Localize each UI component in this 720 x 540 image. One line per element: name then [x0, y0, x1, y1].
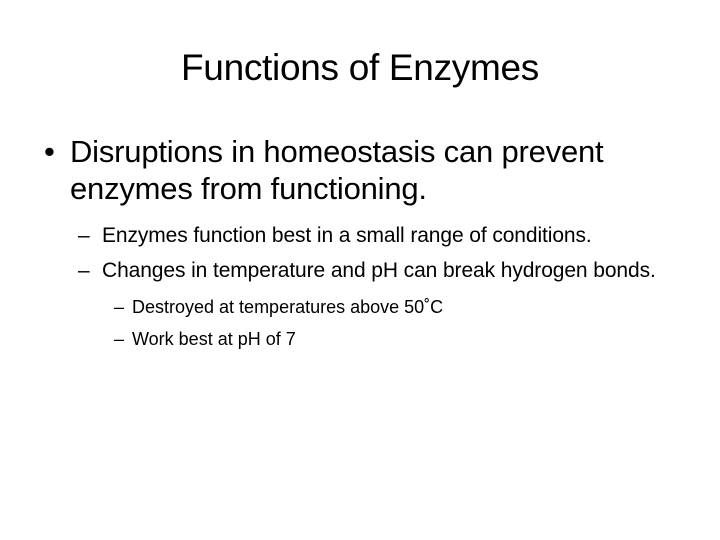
- sub-bullet-list: [36, 221, 686, 285]
- dash-marker: –: [78, 259, 90, 282]
- sub-bullet-item: [36, 256, 686, 285]
- bullet-marker: •: [44, 134, 55, 169]
- slide-title: Functions of Enzymes: [181, 47, 539, 88]
- bullet-item: [36, 133, 686, 207]
- bullet-text: Disruptions in homeostasis can prevent enzymes from functioning.: [70, 134, 604, 206]
- sub-sub-bullet-item: [36, 295, 686, 319]
- dash-marker: –: [78, 224, 90, 247]
- sub-bullet-text: Enzymes function best in a small range of conditions.: [102, 224, 592, 247]
- sub-bullet-text: Changes in temperature and pH can break hydrogen bonds.: [102, 259, 656, 282]
- sub-sub-bullet-text: Work best at pH of 7: [132, 329, 296, 349]
- dash-marker: –: [114, 297, 125, 317]
- dash-marker: –: [114, 329, 125, 349]
- sub-bullet-item: [36, 221, 686, 250]
- slide-body: [36, 133, 686, 359]
- sub-sub-bullet-item: [36, 327, 686, 351]
- sub-sub-bullet-text: Destroyed at temperatures above 50˚C: [132, 297, 444, 317]
- sub-sub-bullet-list: [36, 295, 686, 351]
